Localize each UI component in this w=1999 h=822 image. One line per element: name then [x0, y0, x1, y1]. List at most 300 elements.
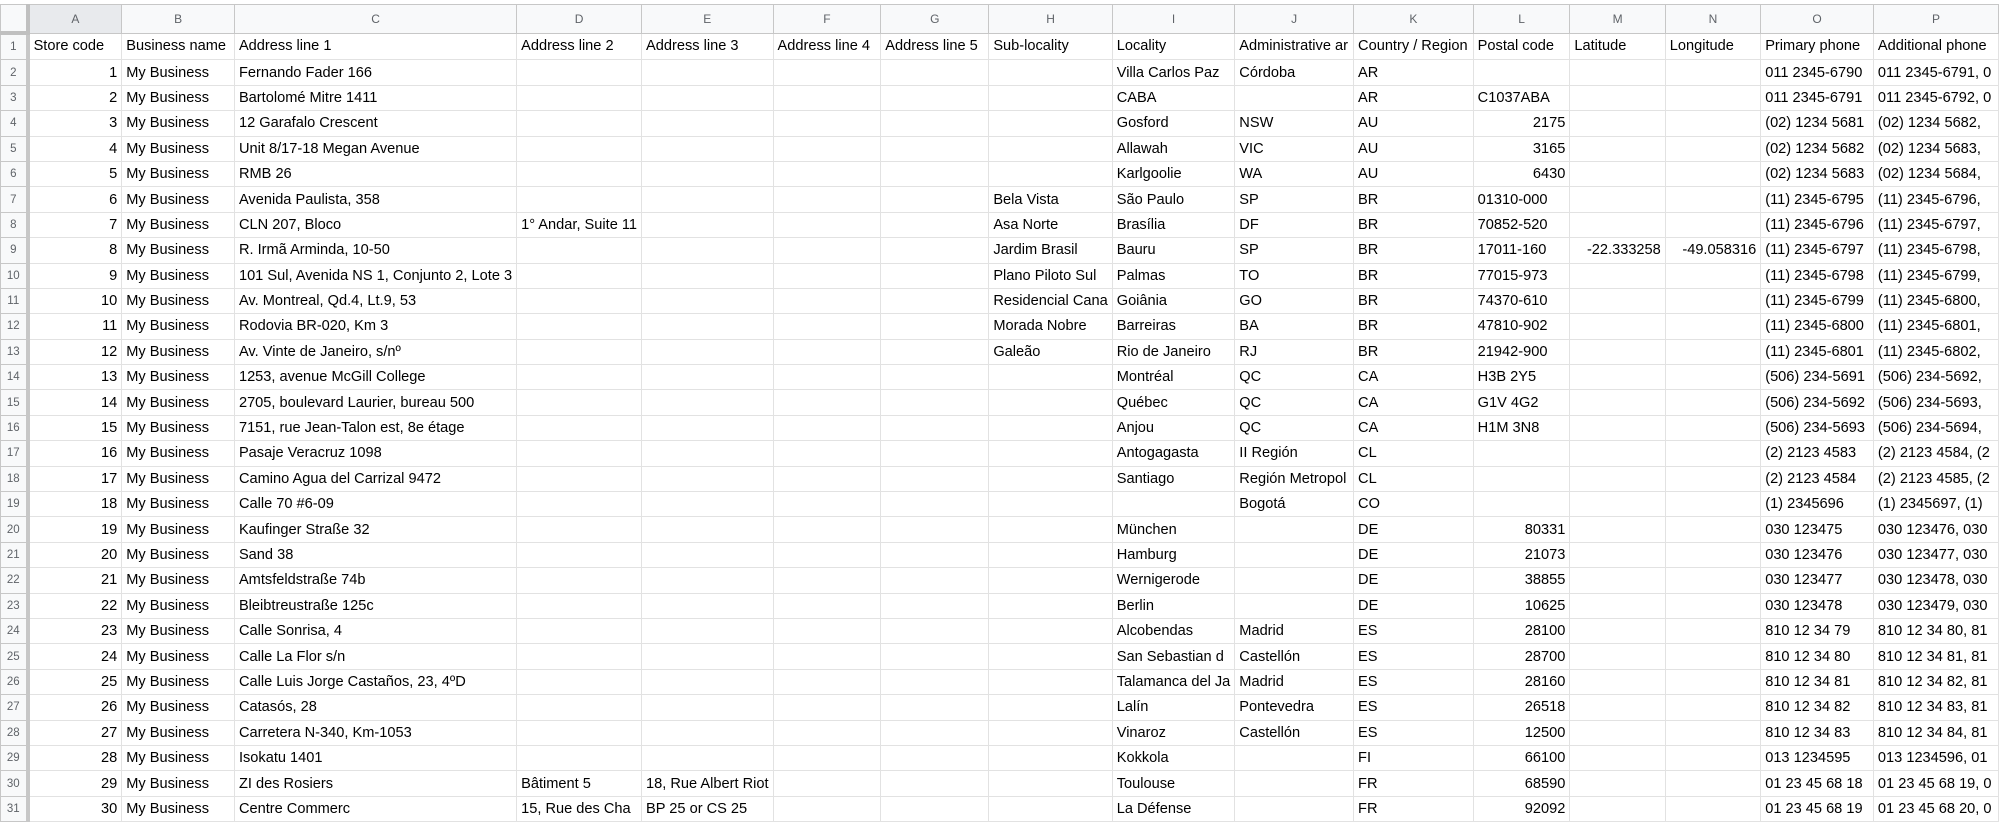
header-cell[interactable]: Country / Region — [1354, 33, 1474, 60]
postal-code-cell[interactable]: 28700 — [1473, 644, 1570, 669]
sub-locality-cell[interactable] — [989, 390, 1112, 415]
postal-code-cell[interactable]: 80331 — [1473, 517, 1570, 542]
admin-area-cell[interactable]: RJ — [1235, 339, 1354, 364]
business-name-cell[interactable]: My Business — [122, 238, 235, 263]
column-header-l[interactable]: L — [1473, 5, 1570, 34]
store-code-cell[interactable]: 4 — [28, 136, 122, 161]
latitude-cell[interactable] — [1570, 745, 1665, 770]
address-line-4-cell[interactable] — [773, 568, 881, 593]
address-line-5-cell[interactable] — [881, 593, 989, 618]
additional-phone-cell[interactable]: (11) 2345-6801, — [1873, 314, 1998, 339]
locality-cell[interactable]: São Paulo — [1112, 187, 1235, 212]
primary-phone-cell[interactable]: (11) 2345-6798 — [1761, 263, 1874, 288]
store-code-cell[interactable]: 22 — [28, 593, 122, 618]
admin-area-cell[interactable] — [1235, 745, 1354, 770]
sub-locality-cell[interactable] — [989, 111, 1112, 136]
address-line-2-cell[interactable] — [517, 212, 642, 237]
business-name-cell[interactable]: My Business — [122, 695, 235, 720]
row-number[interactable]: 2 — [1, 60, 28, 85]
column-header-i[interactable]: I — [1112, 5, 1235, 34]
row-number[interactable]: 18 — [1, 466, 28, 491]
header-cell[interactable]: Store code — [28, 33, 122, 60]
postal-code-cell[interactable] — [1473, 415, 1570, 440]
country-cell[interactable] — [1354, 466, 1474, 491]
country-cell[interactable]: ES — [1354, 720, 1474, 745]
longitude-cell[interactable] — [1665, 644, 1760, 669]
address-line-1-cell[interactable] — [234, 339, 516, 364]
address-line-1-cell[interactable] — [234, 695, 516, 720]
business-name-cell[interactable]: My Business — [122, 720, 235, 745]
primary-phone-cell[interactable]: 01 23 45 68 18 — [1761, 771, 1874, 796]
sub-locality-cell[interactable] — [989, 441, 1112, 466]
primary-phone-cell[interactable]: 01 23 45 68 19 — [1761, 796, 1874, 821]
longitude-cell[interactable] — [1665, 720, 1760, 745]
header-cell[interactable]: Administrative ar — [1235, 33, 1354, 60]
latitude-cell[interactable] — [1570, 161, 1665, 186]
address-line-5-cell[interactable] — [881, 771, 989, 796]
row-number[interactable]: 6 — [1, 161, 28, 186]
header-cell[interactable]: Primary phone — [1761, 33, 1874, 60]
primary-phone-cell[interactable]: (2) 2123 4584 — [1761, 466, 1874, 491]
business-name-cell[interactable]: My Business — [122, 111, 235, 136]
header-cell[interactable]: Latitude — [1570, 33, 1665, 60]
postal-code-cell[interactable] — [1473, 466, 1570, 491]
store-code-cell[interactable]: 26 — [28, 695, 122, 720]
address-line-5-cell[interactable] — [881, 314, 989, 339]
longitude-cell[interactable]: -49.058316 — [1665, 238, 1760, 263]
admin-area-cell[interactable] — [1235, 85, 1354, 110]
business-name-cell[interactable]: My Business — [122, 288, 235, 313]
primary-phone-cell[interactable]: (1) 2345696 — [1761, 492, 1874, 517]
address-line-1-cell[interactable] — [234, 85, 516, 110]
business-name-cell[interactable]: My Business — [122, 745, 235, 770]
longitude-cell[interactable] — [1665, 492, 1760, 517]
address-line-5-cell[interactable] — [881, 136, 989, 161]
address-line-3-cell[interactable] — [642, 390, 774, 415]
country-cell[interactable]: BR — [1354, 212, 1474, 237]
store-code-cell[interactable]: 23 — [28, 618, 122, 643]
address-line-5-cell[interactable] — [881, 161, 989, 186]
admin-area-cell[interactable]: DF — [1235, 212, 1354, 237]
additional-phone-cell[interactable]: 810 12 34 81, 81 — [1873, 644, 1998, 669]
address-line-4-cell[interactable] — [773, 390, 881, 415]
primary-phone-cell[interactable]: (11) 2345-6799 — [1761, 288, 1874, 313]
address-line-5-cell[interactable] — [881, 542, 989, 567]
additional-phone-cell[interactable]: 810 12 34 84, 81 — [1873, 720, 1998, 745]
locality-cell[interactable] — [1112, 771, 1235, 796]
row-number[interactable]: 26 — [1, 669, 28, 694]
sub-locality-cell[interactable] — [989, 720, 1112, 745]
address-line-5-cell[interactable] — [881, 415, 989, 440]
store-code-cell[interactable]: 25 — [28, 669, 122, 694]
business-name-cell[interactable]: My Business — [122, 568, 235, 593]
admin-area-cell[interactable] — [1235, 593, 1354, 618]
header-cell[interactable]: Postal code — [1473, 33, 1570, 60]
row-number[interactable]: 8 — [1, 212, 28, 237]
address-line-5-cell[interactable] — [881, 720, 989, 745]
latitude-cell[interactable] — [1570, 187, 1665, 212]
longitude-cell[interactable] — [1665, 593, 1760, 618]
address-line-1-cell[interactable] — [234, 720, 516, 745]
longitude-cell[interactable] — [1665, 796, 1760, 821]
primary-phone-cell[interactable]: (2) 2123 4583 — [1761, 441, 1874, 466]
locality-cell[interactable]: Goiânia — [1112, 288, 1235, 313]
postal-code-cell[interactable] — [1473, 85, 1570, 110]
locality-cell[interactable] — [1112, 492, 1235, 517]
header-cell[interactable]: Sub-locality — [989, 33, 1112, 60]
address-line-2-cell[interactable] — [517, 695, 642, 720]
address-line-3-cell[interactable] — [642, 111, 774, 136]
primary-phone-cell[interactable]: 810 12 34 79 — [1761, 618, 1874, 643]
country-cell[interactable] — [1354, 60, 1474, 85]
address-line-4-cell[interactable] — [773, 517, 881, 542]
primary-phone-cell[interactable]: 013 1234595 — [1761, 745, 1874, 770]
address-line-1-cell[interactable] — [234, 136, 516, 161]
address-line-1-cell[interactable] — [234, 644, 516, 669]
locality-cell[interactable]: Karlgoolie — [1112, 161, 1235, 186]
sub-locality-cell[interactable] — [989, 492, 1112, 517]
additional-phone-cell[interactable]: 030 123479, 030 — [1873, 593, 1998, 618]
primary-phone-cell[interactable]: (506) 234-5691 — [1761, 365, 1874, 390]
sub-locality-cell[interactable]: Residencial Cana — [989, 288, 1112, 313]
address-line-2-cell[interactable] — [517, 517, 642, 542]
row-number[interactable]: 31 — [1, 796, 28, 821]
country-cell[interactable]: CA — [1354, 415, 1474, 440]
additional-phone-cell[interactable]: (2) 2123 4585, (2 — [1873, 466, 1998, 491]
additional-phone-cell[interactable]: 810 12 34 80, 81 — [1873, 618, 1998, 643]
header-cell[interactable]: Address line 5 — [881, 33, 989, 60]
column-header-g[interactable]: G — [881, 5, 989, 34]
row-number[interactable]: 25 — [1, 644, 28, 669]
address-line-5-cell[interactable] — [881, 745, 989, 770]
longitude-cell[interactable] — [1665, 288, 1760, 313]
address-line-5-cell[interactable] — [881, 212, 989, 237]
primary-phone-cell[interactable]: (11) 2345-6801 — [1761, 339, 1874, 364]
latitude-cell[interactable] — [1570, 136, 1665, 161]
row-number[interactable]: 28 — [1, 720, 28, 745]
country-cell[interactable]: FR — [1354, 771, 1474, 796]
longitude-cell[interactable] — [1665, 85, 1760, 110]
address-line-1-cell[interactable] — [234, 618, 516, 643]
additional-phone-cell[interactable]: 011 2345-6792, 0 — [1873, 85, 1998, 110]
business-name-cell[interactable]: My Business — [122, 618, 235, 643]
address-line-1-cell[interactable] — [234, 161, 516, 186]
address-line-2-cell[interactable] — [517, 644, 642, 669]
admin-area-cell[interactable] — [1235, 771, 1354, 796]
primary-phone-cell[interactable]: (02) 1234 5681 — [1761, 111, 1874, 136]
address-line-3-cell[interactable] — [642, 669, 774, 694]
primary-phone-cell[interactable]: (02) 1234 5682 — [1761, 136, 1874, 161]
address-line-2-cell[interactable] — [517, 238, 642, 263]
address-line-3-cell[interactable] — [642, 771, 774, 796]
select-all-corner[interactable] — [1, 5, 28, 34]
store-code-cell[interactable]: 14 — [28, 390, 122, 415]
address-line-4-cell[interactable] — [773, 441, 881, 466]
admin-area-cell[interactable]: QC — [1235, 415, 1354, 440]
address-line-2-cell[interactable] — [517, 111, 642, 136]
admin-area-cell[interactable]: NSW — [1235, 111, 1354, 136]
address-line-3-cell[interactable] — [642, 720, 774, 745]
sub-locality-cell[interactable] — [989, 365, 1112, 390]
address-line-3-cell[interactable] — [642, 314, 774, 339]
address-line-2-cell[interactable] — [517, 136, 642, 161]
country-cell[interactable]: CA — [1354, 365, 1474, 390]
business-name-cell[interactable]: My Business — [122, 492, 235, 517]
postal-code-cell[interactable] — [1473, 314, 1570, 339]
address-line-1-cell[interactable] — [234, 288, 516, 313]
postal-code-cell[interactable] — [1473, 390, 1570, 415]
country-cell[interactable] — [1354, 492, 1474, 517]
business-name-cell[interactable]: My Business — [122, 593, 235, 618]
store-code-cell[interactable]: 28 — [28, 745, 122, 770]
address-line-5-cell[interactable] — [881, 466, 989, 491]
row-number[interactable]: 17 — [1, 441, 28, 466]
column-header-m[interactable]: M — [1570, 5, 1665, 34]
primary-phone-cell[interactable]: 810 12 34 81 — [1761, 669, 1874, 694]
admin-area-cell[interactable]: Castellón — [1235, 720, 1354, 745]
sub-locality-cell[interactable] — [989, 415, 1112, 440]
address-line-2-cell[interactable] — [517, 745, 642, 770]
store-code-cell[interactable]: 1 — [28, 60, 122, 85]
locality-cell[interactable]: Brasília — [1112, 212, 1235, 237]
address-line-3-cell[interactable] — [642, 568, 774, 593]
business-name-cell[interactable]: My Business — [122, 85, 235, 110]
address-line-1-cell[interactable]: CLN 207, Bloco — [234, 212, 516, 237]
country-cell[interactable]: BR — [1354, 314, 1474, 339]
store-code-cell[interactable]: 24 — [28, 644, 122, 669]
additional-phone-cell[interactable]: (1) 2345697, (1) — [1873, 492, 1998, 517]
longitude-cell[interactable] — [1665, 415, 1760, 440]
address-line-4-cell[interactable] — [773, 60, 881, 85]
admin-area-cell[interactable]: SP — [1235, 187, 1354, 212]
admin-area-cell[interactable]: SP — [1235, 238, 1354, 263]
address-line-3-cell[interactable] — [642, 466, 774, 491]
header-cell[interactable]: Locality — [1112, 33, 1235, 60]
business-name-cell[interactable]: My Business — [122, 517, 235, 542]
store-code-cell[interactable]: 13 — [28, 365, 122, 390]
address-line-4-cell[interactable] — [773, 187, 881, 212]
primary-phone-cell[interactable]: (02) 1234 5683 — [1761, 161, 1874, 186]
address-line-1-cell[interactable] — [234, 568, 516, 593]
country-cell[interactable]: CA — [1354, 390, 1474, 415]
column-header-j[interactable]: J — [1235, 5, 1354, 34]
sub-locality-cell[interactable] — [989, 745, 1112, 770]
sub-locality-cell[interactable] — [989, 60, 1112, 85]
address-line-4-cell[interactable] — [773, 136, 881, 161]
additional-phone-cell[interactable]: (11) 2345-6799, — [1873, 263, 1998, 288]
address-line-4-cell[interactable] — [773, 415, 881, 440]
address-line-3-cell[interactable] — [642, 85, 774, 110]
address-line-5-cell[interactable] — [881, 441, 989, 466]
sub-locality-cell[interactable]: Plano Piloto Sul — [989, 263, 1112, 288]
address-line-4-cell[interactable] — [773, 796, 881, 821]
header-cell[interactable]: Business name — [122, 33, 235, 60]
postal-code-cell[interactable] — [1473, 187, 1570, 212]
sub-locality-cell[interactable] — [989, 517, 1112, 542]
postal-code-cell[interactable] — [1473, 60, 1570, 85]
postal-code-cell[interactable]: 6430 — [1473, 161, 1570, 186]
latitude-cell[interactable] — [1570, 111, 1665, 136]
additional-phone-cell[interactable]: 011 2345-6791, 0 — [1873, 60, 1998, 85]
locality-cell[interactable] — [1112, 542, 1235, 567]
primary-phone-cell[interactable]: 030 123476 — [1761, 542, 1874, 567]
row-number[interactable]: 1 — [1, 33, 28, 60]
column-header-o[interactable]: O — [1761, 5, 1874, 34]
country-cell[interactable]: ES — [1354, 669, 1474, 694]
address-line-4-cell[interactable] — [773, 365, 881, 390]
address-line-4-cell[interactable] — [773, 466, 881, 491]
column-header-e[interactable]: E — [642, 5, 774, 34]
longitude-cell[interactable] — [1665, 365, 1760, 390]
admin-area-cell[interactable]: QC — [1235, 390, 1354, 415]
address-line-4-cell[interactable] — [773, 720, 881, 745]
sub-locality-cell[interactable] — [989, 644, 1112, 669]
address-line-5-cell[interactable] — [881, 492, 989, 517]
address-line-5-cell[interactable] — [881, 85, 989, 110]
latitude-cell[interactable] — [1570, 517, 1665, 542]
address-line-2-cell[interactable] — [517, 390, 642, 415]
address-line-4-cell[interactable] — [773, 695, 881, 720]
admin-area-cell[interactable]: WA — [1235, 161, 1354, 186]
primary-phone-cell[interactable]: 810 12 34 82 — [1761, 695, 1874, 720]
address-line-4-cell[interactable] — [773, 593, 881, 618]
latitude-cell[interactable] — [1570, 644, 1665, 669]
locality-cell[interactable]: Alcobendas — [1112, 618, 1235, 643]
address-line-5-cell[interactable] — [881, 618, 989, 643]
address-line-4-cell[interactable] — [773, 238, 881, 263]
address-line-3-cell[interactable] — [642, 288, 774, 313]
postal-code-cell[interactable]: 92092 — [1473, 796, 1570, 821]
address-line-3-cell[interactable] — [642, 187, 774, 212]
address-line-2-cell[interactable] — [517, 669, 642, 694]
column-header-n[interactable]: N — [1665, 5, 1760, 34]
row-number[interactable]: 7 — [1, 187, 28, 212]
additional-phone-cell[interactable]: (02) 1234 5682, — [1873, 111, 1998, 136]
column-header-f[interactable]: F — [773, 5, 881, 34]
store-code-cell[interactable]: 2 — [28, 85, 122, 110]
address-line-2-cell[interactable] — [517, 314, 642, 339]
locality-cell[interactable]: Québec — [1112, 390, 1235, 415]
address-line-3-cell[interactable] — [642, 238, 774, 263]
sub-locality-cell[interactable] — [989, 161, 1112, 186]
address-line-1-cell[interactable] — [234, 111, 516, 136]
store-code-cell[interactable]: 19 — [28, 517, 122, 542]
postal-code-cell[interactable]: 12500 — [1473, 720, 1570, 745]
store-code-cell[interactable]: 29 — [28, 771, 122, 796]
sub-locality-cell[interactable] — [989, 669, 1112, 694]
postal-code-cell[interactable]: 38855 — [1473, 568, 1570, 593]
address-line-3-cell[interactable] — [642, 339, 774, 364]
row-number[interactable]: 22 — [1, 568, 28, 593]
country-cell[interactable]: ES — [1354, 618, 1474, 643]
latitude-cell[interactable] — [1570, 212, 1665, 237]
locality-cell[interactable]: Rio de Janeiro — [1112, 339, 1235, 364]
address-line-2-cell[interactable] — [517, 466, 642, 491]
header-cell[interactable]: Address line 2 — [517, 33, 642, 60]
primary-phone-cell[interactable]: 011 2345-6790 — [1761, 60, 1874, 85]
business-name-cell[interactable]: My Business — [122, 441, 235, 466]
row-number[interactable]: 12 — [1, 314, 28, 339]
address-line-5-cell[interactable] — [881, 60, 989, 85]
latitude-cell[interactable] — [1570, 85, 1665, 110]
primary-phone-cell[interactable]: (506) 234-5692 — [1761, 390, 1874, 415]
latitude-cell[interactable]: -22.333258 — [1570, 238, 1665, 263]
address-line-4-cell[interactable] — [773, 542, 881, 567]
store-code-cell[interactable]: 21 — [28, 568, 122, 593]
address-line-1-cell[interactable] — [234, 238, 516, 263]
sub-locality-cell[interactable]: Asa Norte — [989, 212, 1112, 237]
latitude-cell[interactable] — [1570, 720, 1665, 745]
address-line-2-cell[interactable] — [517, 593, 642, 618]
business-name-cell[interactable]: My Business — [122, 771, 235, 796]
business-name-cell[interactable]: My Business — [122, 314, 235, 339]
store-code-cell[interactable]: 16 — [28, 441, 122, 466]
spreadsheet-grid[interactable] — [0, 4, 1999, 822]
address-line-3-cell[interactable] — [642, 441, 774, 466]
business-name-cell[interactable]: My Business — [122, 136, 235, 161]
longitude-cell[interactable] — [1665, 542, 1760, 567]
address-line-4-cell[interactable] — [773, 644, 881, 669]
primary-phone-cell[interactable]: 030 123478 — [1761, 593, 1874, 618]
additional-phone-cell[interactable]: 810 12 34 82, 81 — [1873, 669, 1998, 694]
sub-locality-cell[interactable] — [989, 568, 1112, 593]
latitude-cell[interactable] — [1570, 288, 1665, 313]
column-header-k[interactable]: K — [1354, 5, 1474, 34]
additional-phone-cell[interactable]: 01 23 45 68 20, 0 — [1873, 796, 1998, 821]
locality-cell[interactable]: Vinaroz — [1112, 720, 1235, 745]
admin-area-cell[interactable]: Córdoba — [1235, 60, 1354, 85]
country-cell[interactable]: FI — [1354, 745, 1474, 770]
address-line-5-cell[interactable] — [881, 669, 989, 694]
address-line-3-cell[interactable] — [642, 136, 774, 161]
longitude-cell[interactable] — [1665, 111, 1760, 136]
additional-phone-cell[interactable]: (11) 2345-6798, — [1873, 238, 1998, 263]
country-cell[interactable]: AU — [1354, 111, 1474, 136]
store-code-cell[interactable]: 18 — [28, 492, 122, 517]
postal-code-cell[interactable] — [1473, 288, 1570, 313]
country-cell[interactable]: BR — [1354, 187, 1474, 212]
locality-cell[interactable] — [1112, 745, 1235, 770]
primary-phone-cell[interactable]: (11) 2345-6800 — [1761, 314, 1874, 339]
latitude-cell[interactable] — [1570, 466, 1665, 491]
locality-cell[interactable] — [1112, 517, 1235, 542]
address-line-3-cell[interactable] — [642, 365, 774, 390]
primary-phone-cell[interactable]: (11) 2345-6795 — [1761, 187, 1874, 212]
sub-locality-cell[interactable] — [989, 542, 1112, 567]
postal-code-cell[interactable] — [1473, 339, 1570, 364]
sub-locality-cell[interactable] — [989, 695, 1112, 720]
country-cell[interactable]: BR — [1354, 263, 1474, 288]
primary-phone-cell[interactable]: (11) 2345-6797 — [1761, 238, 1874, 263]
address-line-2-cell[interactable] — [517, 85, 642, 110]
address-line-3-cell[interactable] — [642, 644, 774, 669]
address-line-2-cell[interactable] — [517, 720, 642, 745]
store-code-cell[interactable]: 10 — [28, 288, 122, 313]
address-line-1-cell[interactable] — [234, 187, 516, 212]
address-line-5-cell[interactable] — [881, 238, 989, 263]
longitude-cell[interactable] — [1665, 187, 1760, 212]
address-line-5-cell[interactable] — [881, 288, 989, 313]
address-line-2-cell[interactable] — [517, 542, 642, 567]
row-number[interactable]: 14 — [1, 365, 28, 390]
additional-phone-cell[interactable]: 030 123477, 030 — [1873, 542, 1998, 567]
latitude-cell[interactable] — [1570, 390, 1665, 415]
latitude-cell[interactable] — [1570, 415, 1665, 440]
latitude-cell[interactable] — [1570, 339, 1665, 364]
longitude-cell[interactable] — [1665, 618, 1760, 643]
address-line-4-cell[interactable] — [773, 314, 881, 339]
address-line-1-cell[interactable] — [234, 745, 516, 770]
